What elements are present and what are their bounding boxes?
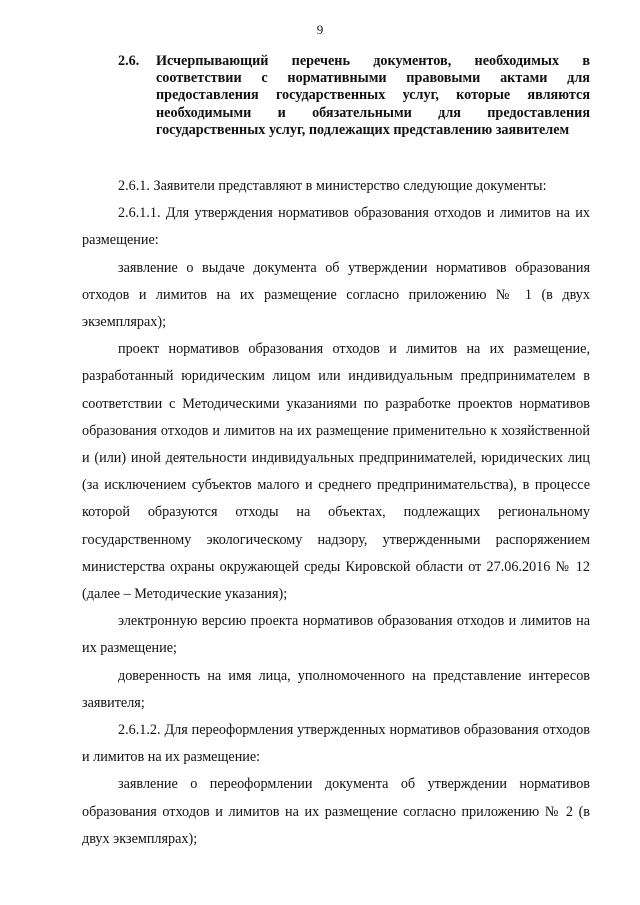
paragraph: заявление о переоформлении документа об утверждении нормативов образования отходов и лимитов на их размещение согласно приложению № 2 (в двух экземплярах);	[82, 776, 590, 847]
paragraph: доверенность на имя лица, уполномоченного на представление интересов заявителя;	[82, 667, 590, 711]
paragraph: 2.6.1.1. Для утверждения нормативов образования отходов и лимитов на их размещение:	[82, 205, 590, 249]
page-number: 9	[316, 22, 324, 37]
document-body	[82, 173, 590, 853]
paragraph: 2.6.1. Заявители представляют в министерство следующие документы:	[118, 178, 547, 194]
paragraph: 2.6.1.2. Для переоформления утвержденных нормативов образования отходов и лимитов на их размещение:	[82, 722, 590, 766]
paragraph: заявление о выдаче документа об утверждении нормативов образования отходов и лимитов на их размещение согласно приложению № 1 (в двух экземплярах);	[82, 259, 590, 331]
section-heading	[118, 53, 590, 139]
section-title: Исчерпывающий перечень документов, необходимых в соответствии с нормативными правовыми актами для предоставления государственных услуг, которые являются необходимыми и обязательными для предоставления государственных услуг, подлежащих представлению заявителем	[156, 53, 590, 138]
section-number: 2.6.	[118, 53, 140, 69]
paragraph: проект нормативов образования отходов и лимитов на их размещение, разработанный юридическим лицом или индивидуальным предпринимателем в соответствии с Методическими указаниями по разработке проектов нормативов образования отходов и лимитов на их размещение применительно к хозяйственной и (или) иной деятельности индивидуальных предпринимателей, юридических лиц (за исключением субъектов малого и среднего предпринимательства), в процессе которой образуются отходы на объектах, подлежащих региональному государственному экологическому надзору, утвержденными распоряжением министерства охраны окружающей среды Кировской области от 27.06.2016 № 12 (далее – Методические указания);	[82, 341, 590, 603]
paragraph: электронную версию проекта нормативов образования отходов и лимитов на их размещение;	[82, 613, 590, 657]
